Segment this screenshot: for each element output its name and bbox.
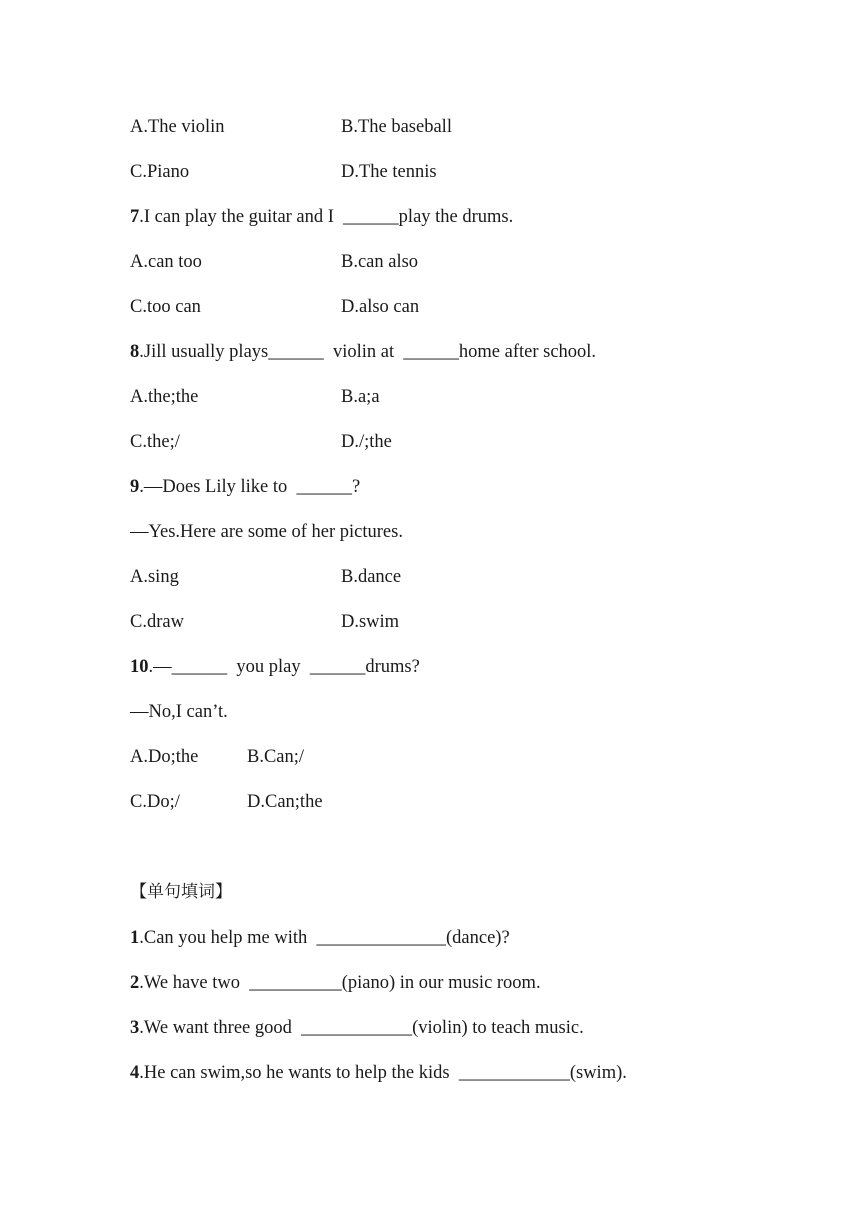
- q6-option-a: A.The violin: [130, 117, 225, 137]
- q10-option-a: A.Do;the: [130, 747, 199, 767]
- q6-option-c: C.Piano: [130, 162, 190, 182]
- q10-option-d: D.Can;the: [247, 792, 323, 812]
- q9-option-a: A.sing: [130, 567, 179, 587]
- q7-number: 7: [130, 207, 140, 227]
- q9-number: 9: [130, 477, 140, 497]
- fill-number: 2: [130, 973, 140, 993]
- fill-number: 3: [130, 1018, 140, 1038]
- fill-number: 4: [130, 1063, 140, 1083]
- q7-option-a: A.can too: [130, 252, 202, 272]
- q6-option-d: D.The tennis: [341, 162, 437, 182]
- fill-text: .Can you help me with ______________(dance)?: [139, 928, 510, 948]
- q7-stem: [130, 206, 513, 228]
- q8-number: 8: [130, 342, 140, 362]
- q8-option-b: B.a;a: [341, 387, 380, 407]
- q8-option-c: C.the;/: [130, 432, 180, 452]
- q9-option-d: D.swim: [341, 612, 400, 632]
- q9-stem: [130, 476, 360, 498]
- q7-option-b: B.can also: [341, 252, 419, 272]
- fill-item-3: [130, 1017, 584, 1039]
- q8-stem: [130, 341, 596, 363]
- q10-option-b: B.Can;/: [247, 747, 305, 767]
- q10-number: 10: [130, 657, 149, 677]
- q9-text: .—Does Lily like to ______?: [139, 477, 361, 497]
- q8-text: .Jill usually plays______ violin at ______home after school.: [139, 342, 597, 362]
- fill-item-2: [130, 972, 541, 994]
- q10-stem: [130, 656, 420, 678]
- q10-text: .—______ you play ______drums?: [148, 657, 420, 677]
- q8-option-d: D./;the: [341, 432, 392, 452]
- fill-item-1: [130, 927, 510, 949]
- q9-reply: —Yes.Here are some of her pictures.: [130, 522, 403, 542]
- q8-option-a: A.the;the: [130, 387, 199, 407]
- q10-option-c: C.Do;/: [130, 792, 180, 812]
- fill-number: 1: [130, 928, 140, 948]
- fill-text: .We have two __________(piano) in our music room.: [139, 973, 541, 993]
- fill-text: .We want three good ____________(violin) to teach music.: [139, 1018, 584, 1038]
- q7-option-d: D.also can: [341, 297, 420, 317]
- q7-option-c: C.too can: [130, 297, 201, 317]
- q9-option-c: C.draw: [130, 612, 184, 632]
- q6-option-b: B.The baseball: [341, 117, 452, 137]
- fill-text: .He can swim,so he wants to help the kids ____________(swim).: [139, 1063, 627, 1083]
- section-title: 【单句填词】: [130, 882, 232, 902]
- q9-option-b: B.dance: [341, 567, 402, 587]
- q7-text: .I can play the guitar and I ______play the drums.: [139, 207, 514, 227]
- fill-item-4: [130, 1062, 627, 1084]
- q10-reply: —No,I can’t.: [130, 702, 228, 722]
